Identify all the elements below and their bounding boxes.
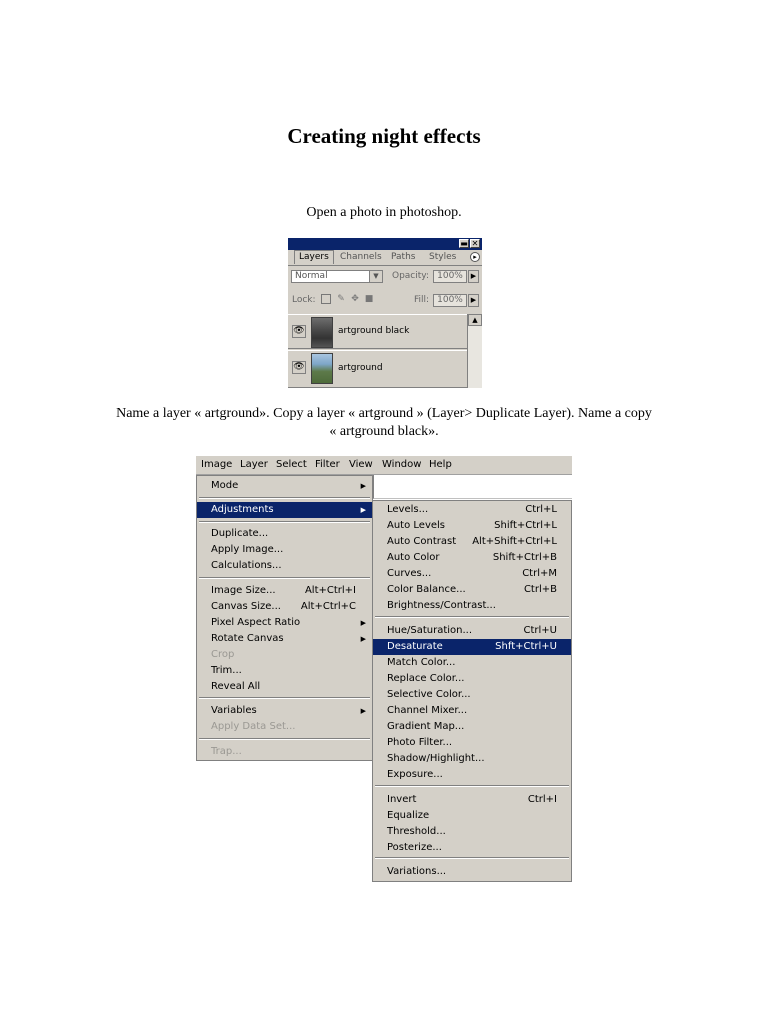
instruction-name-layers: Name a layer « artground». Copy a layer « artground » (Layer> Duplicate Layer). Name a copy « artground black».: [116, 406, 652, 439]
menu-item-auto-color[interactable]: [373, 550, 571, 566]
lock-all-icon[interactable]: ■: [364, 294, 374, 304]
menu-item-variables[interactable]: [197, 703, 372, 719]
menu-item-label: Hue/Saturation...: [387, 625, 473, 636]
menu-item-calculations[interactable]: [197, 558, 372, 574]
eye-icon[interactable]: 👁: [293, 362, 305, 372]
menu-item-label: Trim...: [211, 665, 242, 676]
menu-item-label: Apply Data Set...: [211, 721, 296, 732]
menu-separator: [375, 785, 569, 787]
panel-tabs: [288, 250, 482, 266]
minimize-icon[interactable]: ▬: [460, 239, 468, 248]
menu-item-shortcut: Shft+Ctrl+U: [495, 641, 557, 652]
menu-item-apply-data-set: [197, 719, 372, 735]
menu-item-rotate-canvas[interactable]: [197, 631, 372, 647]
opacity-field[interactable]: 100%: [433, 270, 467, 283]
menu-item-shortcut: Ctrl+M: [522, 568, 557, 579]
menu-item-label: Channel Mixer...: [387, 705, 468, 716]
layer-name: artground black: [338, 326, 410, 336]
menu-image[interactable]: Image: [201, 459, 233, 470]
menu-separator: [199, 497, 370, 499]
menu-item-match-color[interactable]: [373, 655, 571, 671]
menu-item-desaturate[interactable]: [373, 639, 571, 655]
menu-item-variations[interactable]: [373, 864, 571, 880]
menu-item-shortcut: Shift+Ctrl+B: [492, 552, 557, 563]
fill-label: Fill:: [414, 295, 430, 305]
submenu-arrow-icon: ▶: [360, 619, 366, 627]
menu-item-crop: [197, 647, 372, 663]
menu-window[interactable]: Window: [382, 459, 422, 470]
menu-item-shortcut: Ctrl+U: [523, 625, 557, 636]
menu-item-label: Auto Color: [387, 552, 440, 563]
close-icon[interactable]: ✕: [471, 239, 479, 248]
layer-row[interactable]: [288, 314, 468, 349]
layer-row[interactable]: [288, 350, 468, 388]
menu-item-label: Replace Color...: [387, 673, 465, 684]
tab-layers[interactable]: Layers: [294, 250, 334, 264]
tab-styles[interactable]: Styles: [429, 252, 457, 262]
eye-icon[interactable]: 👁: [293, 326, 305, 336]
menu-item-shortcut: Ctrl+I: [527, 794, 557, 805]
menubar: [196, 456, 572, 475]
menu-separator: [199, 577, 370, 579]
menu-item-curves[interactable]: [373, 566, 571, 582]
menu-view[interactable]: View: [349, 459, 373, 470]
blend-row: [288, 268, 482, 286]
menu-item-label: Desaturate: [387, 641, 443, 652]
menu-item-mode[interactable]: [197, 478, 372, 494]
menu-item-threshold[interactable]: [373, 824, 571, 840]
menu-item-label: Crop: [211, 649, 235, 660]
menu-item-label: Shadow/Highlight...: [387, 753, 485, 764]
menu-item-label: Exposure...: [387, 769, 443, 780]
menu-item-pixel-aspect-ratio[interactable]: [197, 615, 372, 631]
menu-item-label: Calculations...: [211, 560, 282, 571]
menu-item-label: Mode: [211, 480, 239, 491]
opacity-label: Opacity:: [392, 271, 429, 281]
instruction-open-photo: Open a photo in photoshop.: [306, 205, 462, 220]
menu-item-photo-filter[interactable]: [373, 735, 571, 751]
tab-channels[interactable]: Channels: [340, 252, 382, 262]
menu-item-label: Selective Color...: [387, 689, 471, 700]
menu-item-label: Trap...: [211, 746, 242, 757]
menu-item-label: Canvas Size...: [211, 601, 281, 612]
panel-title-bar: [288, 238, 482, 250]
chevron-down-icon: ▼: [369, 271, 382, 282]
lock-move-icon[interactable]: ✥: [351, 294, 359, 304]
menu-item-label: Auto Contrast: [387, 536, 457, 547]
page-title: Creating night effects: [287, 124, 481, 148]
menu-item-shortcut: Alt+Ctrl+I: [304, 585, 356, 596]
menu-item-label: Equalize: [387, 810, 430, 821]
canvas-area: [373, 475, 572, 499]
menu-item-label: Invert: [387, 794, 417, 805]
menu-item-auto-levels[interactable]: [373, 518, 571, 534]
menu-item-shadow-highlight[interactable]: [373, 751, 571, 767]
menu-item-levels[interactable]: [373, 502, 571, 518]
menu-item-label: Pixel Aspect Ratio: [211, 617, 301, 628]
adjustments-submenu: [372, 500, 572, 882]
fill-field[interactable]: 100%: [433, 294, 467, 307]
menu-item-label: Reveal All: [211, 681, 261, 692]
blend-mode-select[interactable]: [291, 270, 383, 283]
menu-item-exposure[interactable]: [373, 767, 571, 783]
opacity-arrow-icon[interactable]: ▶: [468, 270, 479, 283]
submenu-arrow-icon: ▶: [360, 506, 366, 514]
menu-item-duplicate[interactable]: [197, 526, 372, 542]
menu-item-label: Photo Filter...: [387, 737, 453, 748]
menu-item-reveal-all[interactable]: [197, 679, 372, 695]
layer-thumbnail: [311, 317, 333, 348]
menu-item-shortcut: Shift+Ctrl+L: [494, 520, 557, 531]
menu-separator: [375, 857, 569, 859]
menu-item-label: Variations...: [387, 866, 447, 877]
menu-item-equalize[interactable]: [373, 808, 571, 824]
menu-item-selective-color[interactable]: [373, 687, 571, 703]
photoshop-menu-screenshot: [196, 456, 572, 882]
menu-select[interactable]: Select: [276, 459, 307, 470]
menu-item-brightness-contrast[interactable]: [373, 598, 571, 614]
menu-item-shortcut: Ctrl+L: [525, 504, 557, 515]
scroll-up-icon[interactable]: ▲: [468, 314, 482, 326]
lock-brush-icon[interactable]: ✎: [337, 294, 345, 304]
menu-separator: [199, 738, 370, 740]
menu-item-auto-contrast[interactable]: [373, 534, 571, 550]
menu-item-label: Levels...: [387, 504, 429, 515]
lock-row: [288, 292, 482, 310]
menu-item-trim[interactable]: [197, 663, 372, 679]
image-menu: [196, 475, 373, 761]
menu-item-label: Image Size...: [211, 585, 276, 596]
menu-item-label: Variables: [211, 705, 257, 716]
menu-item-canvas-size[interactable]: [197, 599, 372, 615]
menu-item-trap: [197, 744, 372, 760]
menu-item-label: Gradient Map...: [387, 721, 465, 732]
menu-item-posterize[interactable]: [373, 840, 571, 856]
menu-item-label: Auto Levels: [387, 520, 446, 531]
submenu-arrow-icon: ▶: [360, 482, 366, 490]
menu-layer[interactable]: Layer: [240, 459, 268, 470]
menu-item-label: Brightness/Contrast...: [387, 600, 496, 611]
menu-item-adjustments[interactable]: [197, 502, 372, 518]
menu-item-label: Posterize...: [387, 842, 442, 853]
menu-item-invert[interactable]: [373, 792, 571, 808]
menu-item-shortcut: Alt+Ctrl+C: [300, 601, 356, 612]
submenu-arrow-icon: ▶: [360, 707, 366, 715]
menu-item-label: Rotate Canvas: [211, 633, 284, 644]
menu-filter[interactable]: Filter: [315, 459, 340, 470]
layer-name: artground: [338, 363, 383, 373]
menu-item-label: Apply Image...: [211, 544, 284, 555]
menu-item-apply-image[interactable]: [197, 542, 372, 558]
layers-panel: [288, 238, 482, 388]
menu-item-label: Adjustments: [211, 504, 274, 515]
menu-item-label: Duplicate...: [211, 528, 269, 539]
menu-item-label: Match Color...: [387, 657, 456, 668]
menu-help[interactable]: Help: [429, 459, 452, 470]
menu-item-label: Color Balance...: [387, 584, 466, 595]
menu-separator: [199, 521, 370, 523]
fill-arrow-icon[interactable]: ▶: [468, 294, 479, 307]
lock-label: Lock:: [292, 295, 316, 305]
menu-item-label: Curves...: [387, 568, 432, 579]
menu-item-label: Threshold...: [387, 826, 446, 837]
menu-item-shortcut: Ctrl+B: [523, 584, 557, 595]
menu-item-replace-color[interactable]: [373, 671, 571, 687]
blend-mode-value: Normal: [295, 271, 328, 281]
menu-item-image-size[interactable]: [197, 583, 372, 599]
tab-paths[interactable]: Paths: [391, 252, 416, 262]
menu-item-channel-mixer[interactable]: [373, 703, 571, 719]
lock-transparency-icon[interactable]: [321, 294, 331, 304]
panel-menu-icon[interactable]: ▸: [470, 252, 480, 262]
layer-thumbnail: [311, 353, 333, 384]
menu-item-color-balance[interactable]: [373, 582, 571, 598]
menu-item-gradient-map[interactable]: [373, 719, 571, 735]
menu-separator: [375, 616, 569, 618]
menu-item-hue-saturation[interactable]: [373, 623, 571, 639]
submenu-arrow-icon: ▶: [360, 635, 366, 643]
menu-item-shortcut: Alt+Shift+Ctrl+L: [472, 536, 557, 547]
menu-separator: [199, 697, 370, 699]
